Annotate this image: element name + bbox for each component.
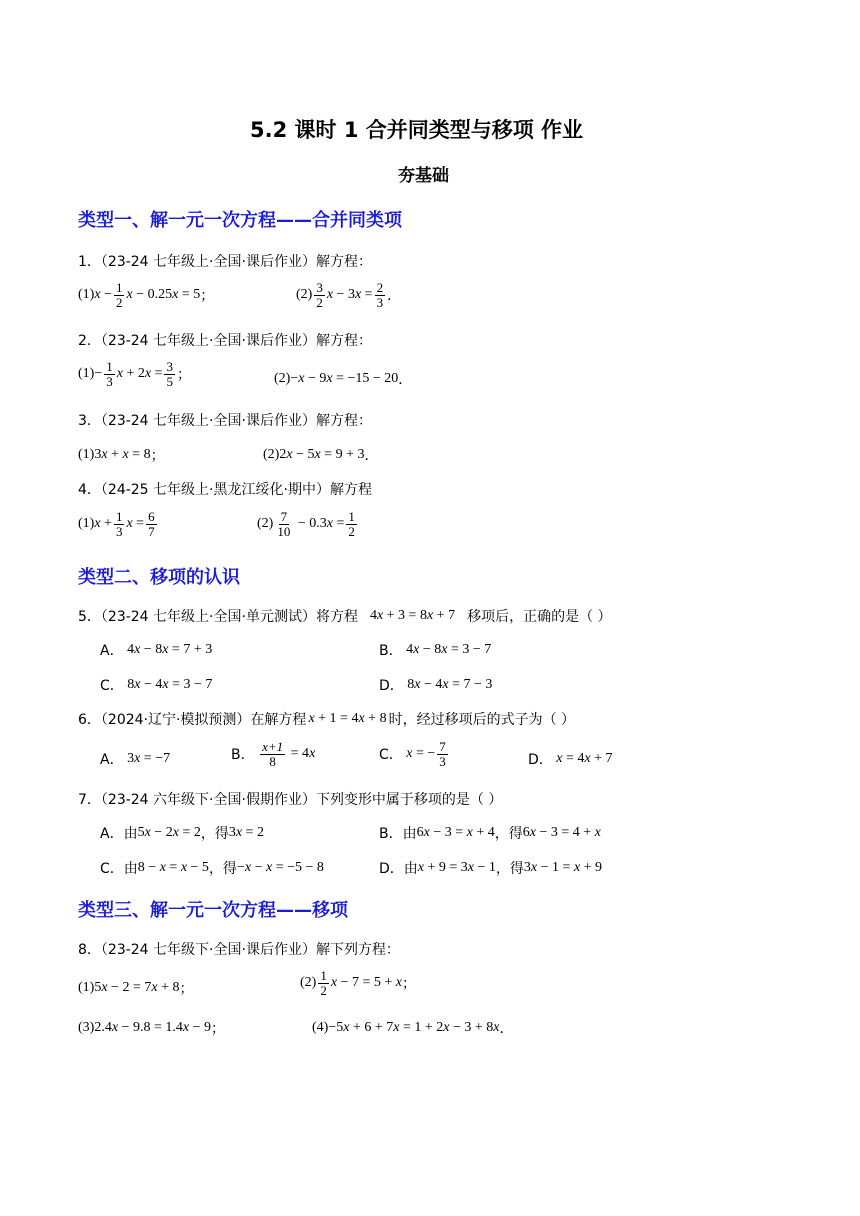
page-subtitle: 夯基础 — [398, 166, 449, 186]
question-5-stem: 5．（23-24 七年级上·全国·单元测试）将方程 4 x + 3 = 8 x + 7 移项后，正确的是（ ） — [78, 608, 612, 625]
question-5-option-c[interactable]: C． 8 x − 4 x = 3 − 7 — [100, 677, 213, 694]
question-6-option-c[interactable]: C． x = − $\frac{7}{3}$ — [379, 739, 446, 769]
fraction: $\frac{6}{7}$ — [148, 509, 155, 539]
question-7-option-b[interactable]: B． 由 6 x − 3 = x + 4 ，得 6 x − 3 = 4 + x — [379, 825, 601, 842]
fraction: $\frac{x+1}{8}$ — [262, 739, 284, 769]
question-6-option-b[interactable]: B． $\frac{x+1}{8}$ = 4 x — [231, 739, 316, 769]
question-3-stem: 3．（23-24 七年级上·全国·课后作业）解方程： — [78, 413, 372, 429]
question-4-stem: 4．（24-25 七年级上·黑龙江绥化·期中）解方程 — [78, 482, 372, 498]
question-3-part-2: (2) 2 x − 5 x = 9 + 3 ． — [263, 447, 379, 464]
question-6-option-a[interactable]: A． 3 x = −7 — [100, 751, 171, 768]
question-7-option-c[interactable]: C． 由 8 − x = x − 5 ，得 − x − x = −5 − 8 — [100, 860, 324, 877]
question-7-stem: 7．（23-24 六年级下·全国·假期作业）下列变形中属于移项的是（ ） — [78, 792, 503, 808]
fraction: $\frac{7}{3}$ — [439, 739, 446, 769]
fraction: $\frac{1}{2}$ — [348, 509, 355, 539]
question-5-option-d[interactable]: D． 8 x − 4 x = 7 − 3 — [379, 677, 493, 694]
section-heading-3: 类型三、解一元一次方程——移项 — [78, 900, 348, 921]
fraction: $\frac{1}{2}$ — [320, 968, 327, 998]
section-heading-1: 类型一、解一元一次方程——合并同类项 — [78, 210, 402, 231]
question-1-part-2: (2) $\frac{3}{2}$ x − 3 x = $\frac{2}{3}$ ． — [296, 280, 402, 310]
question-8-part-1: (1) 5 x − 2 = 7 x + 8 ； — [78, 980, 194, 997]
question-8-part-4: (4) −5 x + 6 + 7 x = 1 + 2 x − 3 + 8 x ． — [312, 1020, 514, 1037]
question-6-stem: 6．（2024·辽宁·模拟预测）在解方程 x + 1 = 4 x + 8 时，经过移项后的式子为（ ） — [78, 711, 576, 728]
question-7-option-d[interactable]: D． 由 x + 9 = 3 x − 1 ，得 3 x − 1 = x + 9 — [379, 860, 603, 877]
question-8-part-2: (2) $\frac{1}{2}$ x − 7 = 5 + x ； — [300, 968, 416, 998]
question-3-part-1: (1) 3 x + x = 8 ； — [78, 447, 165, 464]
question-7-option-a[interactable]: A． 由 5 x − 2 x = 2 ，得 3 x = 2 — [100, 825, 264, 842]
question-5-option-a[interactable]: A． 4 x − 8 x = 7 + 3 — [100, 642, 213, 659]
question-1-part-1: (1) x − $\frac{1}{2}$ x − 0.25 x = 5 ； — [78, 280, 215, 310]
question-2-stem: 2．（23-24 七年级上·全国·课后作业）解方程： — [78, 333, 372, 349]
fraction: $\frac{7}{10}$ — [277, 509, 291, 539]
question-5-option-b[interactable]: B． 4 x − 8 x = 3 − 7 — [379, 642, 492, 659]
fraction: $\frac{1}{3}$ — [106, 359, 113, 389]
question-2-part-1: (1) − $\frac{1}{3}$ x + 2 x = $\frac{3}{5}$ ； — [78, 359, 191, 389]
fraction: $\frac{1}{2}$ — [115, 280, 123, 310]
fraction: $\frac{1}{3}$ — [115, 509, 123, 539]
question-4-part-2: (2) $\frac{7}{10}$ − 0.3 x = $\frac{1}{2}$ — [257, 509, 355, 539]
question-4-part-1: (1) x + $\frac{1}{3}$ x = $\frac{6}{7}$ — [78, 509, 155, 539]
question-1-stem: 1．（23-24 七年级上·全国·课后作业）解方程： — [78, 254, 372, 270]
question-8-stem: 8．（23-24 七年级下·全国·课后作业）解下列方程： — [78, 942, 400, 958]
page-title: 5.2 课时 1 合并同类型与移项 作业 — [250, 118, 584, 142]
fraction: $\frac{2}{3}$ — [376, 280, 384, 310]
section-heading-2: 类型二、移项的认识 — [78, 567, 240, 588]
question-2-part-2: (2) − x − 9 x = −15 − 20 ． — [274, 371, 413, 388]
fraction: $\frac{3}{2}$ — [316, 280, 323, 310]
fraction: $\frac{3}{5}$ — [166, 359, 173, 389]
question-6-option-d[interactable]: D． x = 4 x + 7 — [528, 751, 613, 768]
question-8-part-3: (3) 2.4 x − 9.8 = 1.4 x − 9 ； — [78, 1020, 225, 1037]
